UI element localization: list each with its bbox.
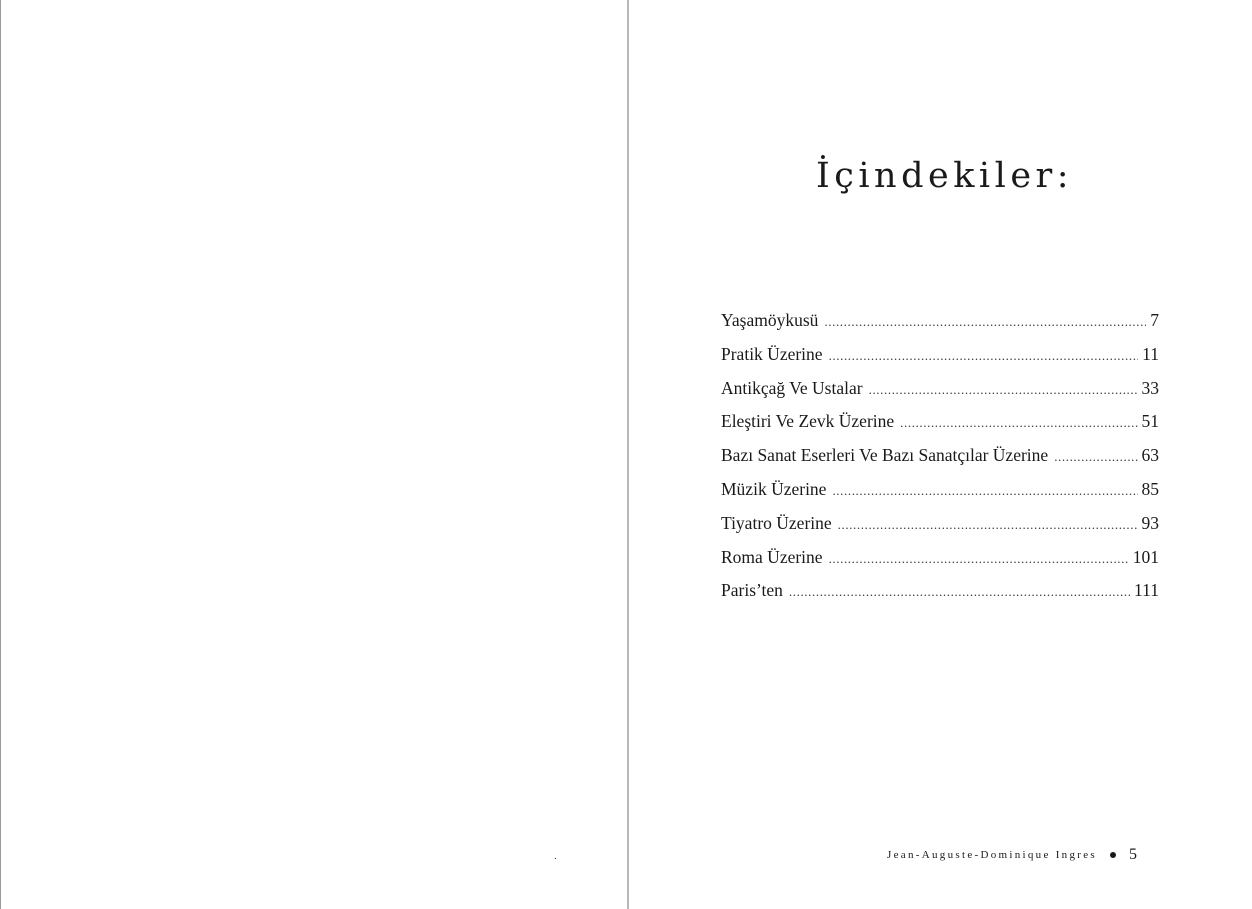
toc-entry-page: 63 (1141, 445, 1159, 466)
toc-dot-leader (1054, 449, 1137, 465)
toc-entry[interactable] (721, 580, 1159, 614)
toc-entry[interactable] (721, 445, 1159, 479)
toc-entry-label: Eleştiri Ve Zevk Üzerine (721, 411, 895, 432)
toc-entry-label: Roma Üzerine (721, 546, 823, 567)
toc-entry[interactable] (721, 378, 1159, 412)
toc-entry-page: 51 (1141, 411, 1159, 432)
toc-entry-label: Antikçağ Ve Ustalar (721, 377, 863, 398)
toc-dot-leader (900, 415, 1137, 431)
toc-entry[interactable] (721, 479, 1159, 513)
toc-entry-page: 111 (1134, 580, 1159, 601)
footer-author: Jean-Auguste-Dominique Ingres (887, 849, 1097, 861)
toc-entry-page: 7 (1150, 310, 1159, 330)
toc-entry-page: 93 (1141, 512, 1159, 533)
toc-entry-page: 33 (1141, 377, 1159, 398)
toc-dot-leader (829, 551, 1129, 567)
right-page (629, 0, 1252, 909)
toc-entry-page: 101 (1132, 546, 1159, 567)
toc-dot-leader (824, 314, 1146, 330)
toc-entry-label: Bazı Sanat Eserleri Ve Bazı Sanatçılar Üzerine (721, 445, 1049, 466)
toc-entry-label: Müzik Üzerine (721, 478, 827, 499)
toc-entry-label: Paris’ten (721, 580, 783, 601)
page-number: 5 (1129, 846, 1137, 863)
toc-entry-label: Pratik Üzerine (721, 343, 823, 364)
table-of-contents (721, 310, 1159, 614)
toc-entry-label: Yaşamöykusü (721, 310, 819, 330)
running-footer (629, 846, 1137, 864)
toc-entry-page: 11 (1142, 343, 1159, 364)
toc-entry-page: 85 (1141, 478, 1159, 499)
toc-entry[interactable] (721, 310, 1159, 344)
toc-entry[interactable] (721, 344, 1159, 378)
toc-entry[interactable] (721, 513, 1159, 547)
toc-entry[interactable] (721, 411, 1159, 445)
stray-mark: . (554, 852, 557, 862)
bullet-icon (1110, 852, 1116, 858)
toc-dot-leader (829, 348, 1139, 364)
toc-dot-leader (789, 584, 1130, 600)
toc-entry-label: Tiyatro Üzerine (721, 512, 832, 533)
toc-dot-leader (832, 483, 1137, 499)
toc-dot-leader (869, 382, 1138, 398)
toc-dot-leader (838, 517, 1138, 533)
toc-entry[interactable] (721, 547, 1159, 581)
toc-title: İçindekiler: (815, 156, 1074, 196)
